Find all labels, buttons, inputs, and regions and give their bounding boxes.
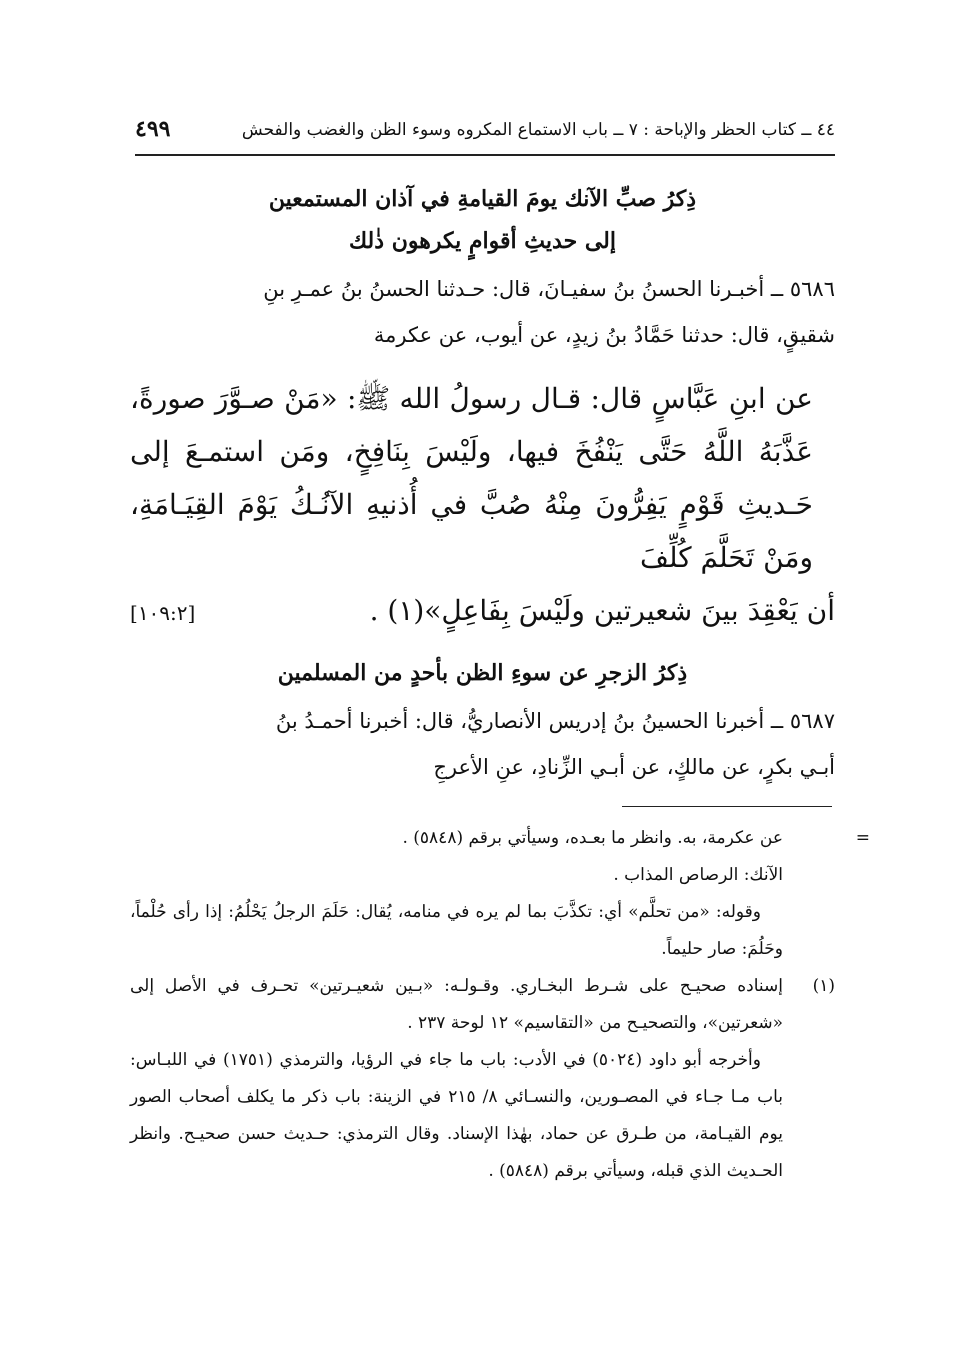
footnote-number: (١) xyxy=(812,976,835,996)
header-rule xyxy=(135,154,835,156)
footnote-cont-line-2: الآنك: الرصاص المذاب . xyxy=(613,865,783,885)
section-heading-line-1: ذِكرُ صبِّ الآنك يومَ القيامةِ في آذان المستمعين xyxy=(268,186,697,212)
footnote-1 xyxy=(130,968,835,1190)
footnotes xyxy=(130,820,870,1190)
hadith-ending: أن يَعْقِدَ بينَ شعيرتين ولَيْسَ بِفَاعِلٍ»(١) . xyxy=(369,594,835,627)
footnote-1-para-2: وأخرجه أبو داود (٥٠٢٤) في الأدب: باب ما جاء في الرؤيا، والترمذي (١٧٥١) في اللبـاس: باب مـا جـاء في المصـورين، والنسـائي ٨/ ٢١٥ في الزينة: باب ذكر ما يكلف أصحاب الصور يوم القيـامة، من طـرق عن حماد، بهٰذا الإسناد. وقال الترمذي: حـديث حسن صحيـح. وانظر الحـديث الذي قبله، وسيأتي برقم (٥٨٤٨) . xyxy=(130,1050,783,1181)
footnote-continuation xyxy=(130,820,870,968)
isnad-2-line-1: ٥٦٨٧ ــ أخبرنا الحسينُ بنُ إدريس الأنصاريُّ، قال: أخبرنا أحمـدُ بنُ xyxy=(275,709,835,733)
section-heading-2: ذِكرُ الزجرِ عن سوءِ الظن بأحدٍ من المسلمين xyxy=(277,660,688,686)
footnote-1-para-1: إسناده صحيـح على شـرط البخـاري. وقـولـه: «بـين شعيـرتين» تحـرف في الأصل إلى «شعرتين»، والتصحيـح من «التقاسيم» ١٢ لوحة ٢٣٧ . xyxy=(130,976,783,1033)
isnad-2-line-2: أبـي بكرٍ، عن مالكٍ، عن أبـي الزِّنادِ، عنِ الأعرجِ xyxy=(433,755,835,779)
section-heading-line-2: إلى حديثِ أقوامٍ يكرهون ذٰلك xyxy=(349,228,616,254)
footnote-cont-line-1: عن عكرمة، به. وانظر ما بعـده، وسيأتي برقم (٥٨٤٨) . xyxy=(402,828,783,848)
running-head: ٤٤ ــ كتاب الحظر والإباحة : ٧ ــ باب الاستماع المكروه وسوء الظن والغضب والفحش xyxy=(241,120,835,140)
page-number: ٤٩٩ xyxy=(135,116,171,142)
continuation-mark: = xyxy=(855,828,870,848)
footnote-cont-line-3: وقوله: «من تحلَّم» أي: تكذَّبَ بما لم يره في منامه، يُقال: حَلَمَ الرجلُ يَحْلُمُ: إذا رأى حُلْماً، وحَلُمَ: صار حليماً. xyxy=(130,902,783,959)
isnad-line-2: شقيقٍ، قال: حدثنا حَمَّادُ بنُ زيدٍ، عن أيوب، عن عكرمة xyxy=(373,323,835,347)
isnad-line-1: ٥٦٨٦ ــ أخبـرنا الحسنُ بنُ سفيـانَ، قال: حـدثنا الحسنُ بنُ عمـرِ بنِ xyxy=(263,277,835,301)
footnote-rule xyxy=(622,806,832,807)
page-header xyxy=(135,112,835,152)
hadith-last-line xyxy=(130,584,835,640)
main-text xyxy=(130,178,835,790)
hadith-text: عن ابنِ عَبَّاسٍ قال: قـال رسولُ الله ﷺ: «مَنْ صـوَّرَ صورةً، عَذَّبَهُ اللَّهُ حَتَّى يَنْفُخَ فيها، ولَيْسَ بِنَافِخٍ، ومَن استمـعَ إلى حَـديثِ قَوْمٍ يَفِرُّونَ مِنْهُ صُبَّ في أُذنيهِ الآنُـكُ يَوْمَ القِيَـامَةِ، ومَنْ تَحَلَّمَ كُلِّفَ xyxy=(130,382,813,574)
hadith-reference: [١٠٩:٢] xyxy=(130,601,196,625)
